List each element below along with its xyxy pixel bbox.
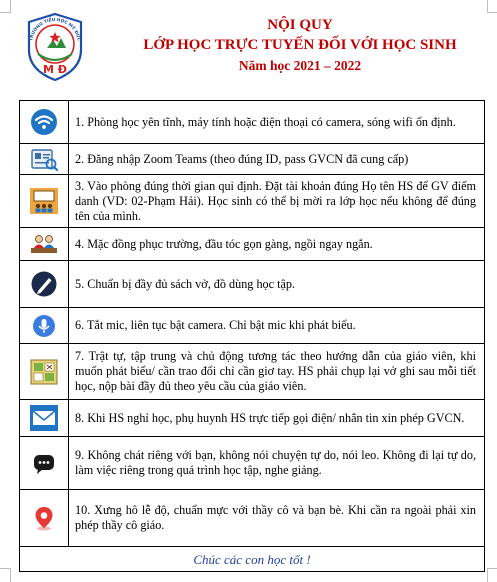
rule-icon-cell (20, 261, 69, 307)
rule-row (20, 101, 484, 144)
order-board-icon (29, 358, 59, 386)
rule-row (20, 344, 484, 400)
rule-text: 5. Chuẩn bị đầy đủ sách vở, đồ dùng học tập. (75, 276, 296, 291)
rule-text: 6. Tắt mic, liên tục bật camera. Chỉ bật mic khi phát biểu. (75, 318, 356, 332)
rule-text: 2. Đăng nhập Zoom Teams (theo đúng ID, pass GVCN đã cung cấp) (75, 151, 409, 166)
rules-table (19, 100, 485, 572)
rule-row (20, 308, 484, 344)
chat-bubble-icon (29, 449, 59, 477)
rule-text: 7. Trật tự, tập trung và chủ động tương tác theo hướng dẫn của giáo viên, khi muốn phát biểu/ cần trao đổi chỉ cần giơ tay. HS phải chụp lại vở ghi sau mỗi tiết học, nộp bài đầy đủ theo yêu cầu của giáo viên. (75, 349, 476, 393)
margin-guide (487, 12, 497, 13)
rules-header (130, 16, 470, 75)
rule-row (20, 437, 484, 490)
margin-guide (10, 0, 11, 12)
school-year: Năm học 2021 – 2022 (238, 58, 362, 73)
login-id-card-icon (29, 145, 59, 173)
rule-icon-cell (20, 490, 69, 546)
logo-initials: M Đ (43, 63, 67, 76)
rule-row (20, 400, 484, 437)
rule-row (20, 175, 484, 228)
page-title: NỘI QUY (267, 17, 333, 33)
rule-row (20, 261, 484, 308)
rule-row (20, 228, 484, 261)
rule-text: 4. Mặc đồng phục trường, đầu tóc gọn gàng, ngồi ngay ngắn. (75, 236, 373, 251)
classroom-screen-icon (29, 187, 59, 215)
school-logo (24, 10, 86, 82)
rule-icon-cell (20, 101, 69, 143)
microphone-icon (29, 312, 59, 340)
rule-text: 10. Xưng hô lễ độ, chuẩn mực với thầy cô và bạn bè. Khi cần ra ngoài phải xin phép thầy cô giáo. (75, 503, 476, 532)
margin-guide (487, 0, 488, 12)
margin-guide (487, 568, 497, 569)
rule-text: 8. Khi HS nghỉ học, phụ huynh HS trực tiếp gọi điện/ nhắn tin xin phép GVCN. (75, 410, 465, 425)
mail-icon (29, 404, 59, 432)
rule-row (20, 490, 484, 547)
rule-icon-cell (20, 437, 69, 489)
page-subtitle: LỚP HỌC TRỰC TUYẾN ĐỐI VỚI HỌC SINH (143, 37, 457, 53)
rule-icon-cell (20, 144, 69, 174)
wifi-icon (29, 108, 59, 136)
rule-icon-cell (20, 308, 69, 343)
rule-text: 3. Vào phòng đúng thời gian qui định. Đặt tài khoản đúng Họ tên HS để GV điểm danh (VD: 02-Phạm Hải). Học sinh có thể bị mời ra lớp học nếu không để đúng tên của mình. (75, 178, 476, 223)
rule-icon-cell (20, 228, 69, 260)
rule-text: 9. Không chát riêng với bạn, không nói chuyện tự do, nói leo. Không đi lại tự do, làm việc riêng trong quá trình học tập, nghe giảng. (75, 448, 476, 477)
location-pin-icon (29, 504, 59, 532)
rule-icon-cell (20, 400, 69, 436)
pen-icon (29, 270, 59, 298)
margin-guide (0, 12, 11, 13)
closing-wish: Chúc các con học tốt ! (193, 551, 311, 567)
margin-guide (487, 568, 488, 582)
margin-guide (10, 568, 11, 582)
logo-ring-text: TRƯỜNG TIỂU HỌC MỸ ĐỨC (29, 17, 81, 42)
rule-icon-cell (20, 175, 69, 227)
margin-guide (0, 568, 11, 569)
rule-row (20, 144, 484, 175)
rule-icon-cell (20, 344, 69, 399)
uniform-students-icon (29, 230, 59, 258)
rule-text: 1. Phòng học yên tĩnh, máy tính hoặc điện thoại có camera, sóng wifi ổn định. (75, 114, 456, 129)
